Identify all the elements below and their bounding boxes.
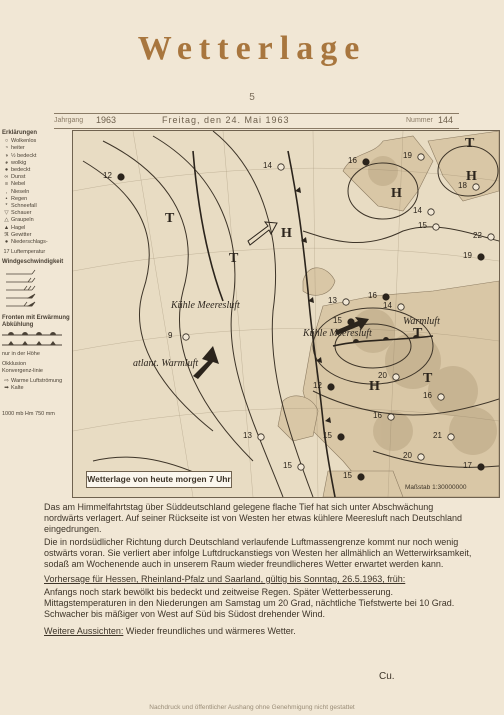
legend-item: • Regen [2,196,72,203]
legend-wind-heading: Windgeschwindigkeit [2,259,64,266]
year-label: Jahrgang [54,117,84,124]
station-icon [438,394,444,400]
station-temperature: 16 [373,411,382,420]
high-pressure-label: H [391,186,402,201]
legend-item: ▽ Schauer [2,210,72,217]
station-temperature: 20 [403,451,412,460]
station-icon [418,454,424,460]
high-pressure-label: H [281,226,292,241]
station-icon [478,464,484,470]
station-icon [478,254,484,260]
cold-front-icon [2,340,62,347]
station-icon [358,474,364,480]
station-temperature: 15 [343,471,352,480]
station-temperature: 14 [413,206,422,215]
station-icon [258,434,264,440]
legend-item: , Nieseln [2,189,72,196]
low-pressure-label: T [465,136,475,151]
wind-barbs-icon [2,268,68,310]
legend-item: ℜ Gewitter [2,232,72,239]
legend-temp: 17Luftemperatur [3,249,46,256]
station-icon [118,174,124,180]
page-number: 5 [249,92,255,103]
legend-cold-arrow: ➡ Kalte [2,385,72,392]
low-pressure-label: T [229,251,239,266]
low-pressure-label: T [413,326,423,341]
station-icon [448,434,454,440]
weather-symbol-icon: * [5,203,8,210]
air-mass-label: Warmluft [403,316,440,327]
legend-front-heading: Fronten mit Erwärmung Abkühlung [2,314,70,329]
station-icon [343,299,349,305]
issue-info-bar [54,115,459,127]
map-drawing [73,131,499,497]
weather-symbol-icon: ○ [4,138,9,145]
forecast-body: Anfangs noch stark bewölkt bis bedeckt und zeitweise Regen. Später Wetterbesserung. Mittagstemperaturen in den Niederungen am Samstag um 20 Grad, nächtliche Tiefstwerte bei 10 Grad. Schwacher bis mäßiger von West auf Süd bis Südost drehender Wind. [44,587,455,619]
legend-warm-arrow: ⇨ Warme Luftströmung [2,378,72,385]
station-temperature: 22 [473,231,482,240]
station-icon [183,334,189,340]
outlook-heading: Weitere Aussichten: [44,626,124,636]
divider-bottom [54,128,459,129]
warm-front-icon [2,330,62,337]
station-icon [328,384,334,390]
legend-item: △ Graupeln [2,217,72,224]
weather-map [72,130,500,498]
number-label: Nummer [406,117,433,124]
weather-symbol-icon: • [5,195,8,202]
station-temperature: 13 [243,431,252,440]
station-temperature: 16 [368,291,377,300]
air-mass-label: Kühle Meeresluft [303,328,372,339]
legend-item: ● bedeckt [2,167,72,174]
station-temperature: 15 [333,316,342,325]
weather-symbol-icon: ℜ [4,231,9,238]
low-pressure-label: T [165,211,175,226]
copyright-footer: Nachdruck und öffentlicher Aushang ohne Genehmigung nicht gestattet [149,704,355,711]
number-value: 144 [438,115,454,125]
station-temperature: 21 [433,431,442,440]
weather-symbol-icon: ◑ [4,152,9,159]
legend-item: ≡ Nebel [2,181,72,188]
weather-symbol-icon: ▲ [3,224,10,231]
station-temperature: 12 [103,171,112,180]
station-temperature: 15 [418,221,427,230]
station-icon [393,374,399,380]
station-icon [383,294,389,300]
weather-symbol-icon: ≡ [4,181,9,188]
station-icon [428,209,434,215]
page-title: Wetterlage [137,30,367,67]
arrow-solid-icon: ➡ [4,385,9,392]
legend-pressure-note: 1000 mb Hm 750 mm [2,410,55,417]
station-temperature: 12 [313,381,322,390]
station-temperature: 15 [323,431,332,440]
station-temperature: 9 [168,331,173,340]
station-icon [338,434,344,440]
legend-item: ◑ ½ bedeckt [2,153,72,160]
iberia-shape [278,396,318,441]
forecast-text [44,502,474,639]
station-temperature: 19 [463,251,472,260]
station-icon [298,464,304,470]
weather-symbol-icon: ● [4,239,9,246]
author-signature: Cu. [379,671,395,682]
map-scale: Maßstab 1:30000000 [405,484,467,491]
station-temperature: 19 [403,151,412,160]
station-icon [348,319,354,325]
year-value: 1963 [96,115,117,125]
legend-occlusion: Okklusion [2,360,27,367]
map-legend [2,130,72,495]
weather-symbol-icon: ◔ [4,145,9,152]
station-temperature: 13 [328,296,337,305]
legend-front-upper: nur in der Höhe [2,350,40,357]
low-pressure-label: T [423,371,433,386]
station-temperature: 18 [458,181,467,190]
legend-convergence: Konvergenz-linie [2,368,43,375]
station-icon [418,154,424,160]
station-temperature: 14 [263,161,272,170]
weather-symbol-icon: ◕ [4,159,9,166]
air-mass-label: atlant. Warmluft [133,358,199,369]
station-icon [433,224,439,230]
issue-date: Freitag, den 24. Mai 1963 [162,115,290,125]
station-temperature: 20 [378,371,387,380]
weather-symbol-icon: ∞ [4,174,9,181]
legend-symbol-list [2,138,72,246]
temp-sample-icon: 17 [3,249,10,256]
legend-item: ◔ heiter [2,145,72,152]
weather-symbol-icon: △ [4,217,9,224]
station-temperature: 16 [423,391,432,400]
high-pressure-label: H [369,379,380,394]
legend-item: ◕ wolkig [2,160,72,167]
forecast-heading: Vorhersage für Hessen, Rheinland-Pfalz und Saarland, gültig bis Sonntag, 26.5.1963, früh: [44,574,406,584]
legend-item: * Schneefall [2,203,72,210]
station-temperature: 15 [283,461,292,470]
map-time-banner: Wetterlage von heute morgen 7 Uhr [86,471,232,488]
legend-item: ○ Wolkenlos [2,138,72,145]
air-mass-label: Kühle Meeresluft [171,300,240,311]
divider-top [54,113,459,114]
weather-symbol-icon: ● [4,167,9,174]
high-pressure-label: H [466,169,477,184]
weather-symbol-icon: , [5,188,8,195]
legend-front-warm [2,330,72,340]
weather-symbol-icon: ▽ [4,210,9,217]
arrow-outline-icon: ⇨ [4,378,9,385]
station-temperature: 14 [383,301,392,310]
station-icon [488,234,494,240]
outlook-body: Wieder freundliches und wärmeres Wetter. [125,626,296,636]
legend-heading: Erklärungen [2,130,38,136]
station-icon [278,164,284,170]
legend-front-cold [2,340,72,350]
station-icon [398,304,404,310]
situation-paragraph-1: Das am Himmelfahrtstag über Süddeutschland gelegene flache Tief hat sich unter Abschwächung nordwärts verlagert. Auf seiner Rückseite ist von Westen her etwas kühlere Meeresluft nach Deutschland eingedrungen. [44,502,463,534]
station-temperature: 16 [348,156,357,165]
legend-item: ▲ Hagel [3,224,26,231]
situation-paragraph-2: Die in nordsüdlicher Richtung durch Deutschland verlaufende Luftmassengrenze kommt nur noch wenig ostwärts voran. Sie verliert aber infolge Luftdruckanstiegs von Westen her allmählich an Wetterwirksamkeit, sodaß am Wochenende auch in unserem Raum wieder freundlicheres Wetter erwartet werden kann. [44,537,472,569]
station-temperature: 17 [463,461,472,470]
station-icon [388,414,394,420]
legend-item: ● Niederschlags- [2,239,72,246]
station-icon [363,159,369,165]
legend-item: ∞ Dunst [2,174,72,181]
